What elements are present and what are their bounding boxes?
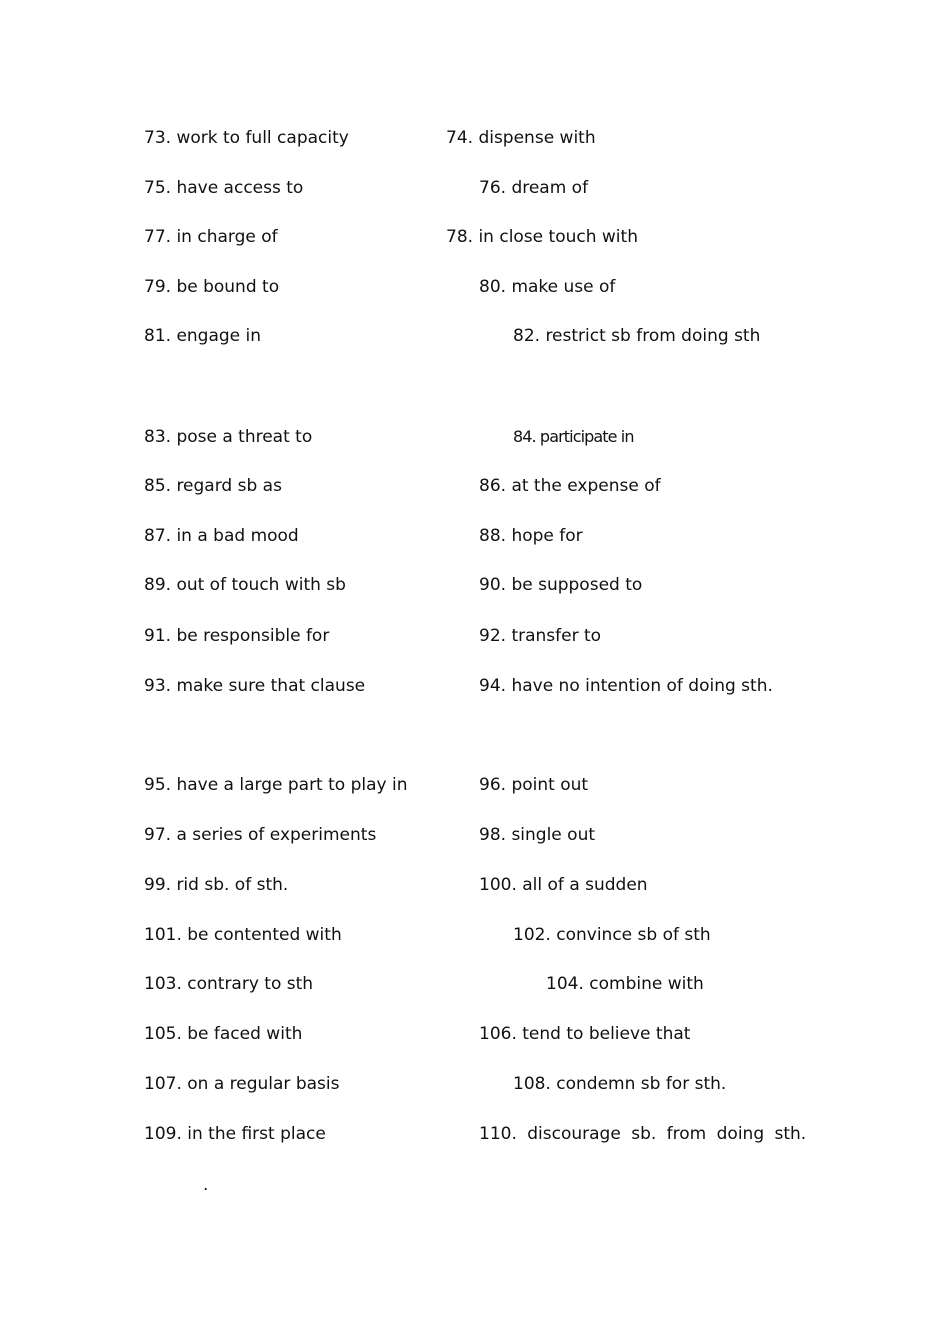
trailing-period: .: [203, 1175, 209, 1195]
phrase-88: 88. hope for: [479, 526, 583, 546]
phrase-100: 100. all of a sudden: [479, 875, 648, 895]
phrase-110: 110. discourage sb. from doing sth.: [479, 1124, 807, 1144]
phrase-77: 77. in charge of: [144, 227, 278, 247]
phrase-75: 75. have access to: [144, 178, 304, 198]
phrase-103: 103. contrary to sth: [144, 974, 314, 994]
phrase-81: 81. engage in: [144, 326, 262, 346]
phrase-80: 80. make use of: [479, 277, 616, 297]
phrase-105: 105. be faced with: [144, 1024, 303, 1044]
phrase-90: 90. be supposed to: [479, 575, 643, 595]
phrase-85: 85. regard sb as: [144, 476, 282, 496]
phrase-107: 107. on a regular basis: [144, 1074, 340, 1094]
phrase-106: 106. tend to believe that: [479, 1024, 691, 1044]
phrase-92: 92. transfer to: [479, 626, 602, 646]
phrase-98: 98. single out: [479, 825, 596, 845]
phrase-82: 82. restrict sb from doing sth: [513, 326, 761, 346]
phrase-87: 87. in a bad mood: [144, 526, 299, 546]
phrase-104: 104. combine with: [546, 974, 704, 994]
phrase-89: 89. out of touch with sb: [144, 575, 346, 595]
phrase-84: 84. participate in: [513, 427, 634, 446]
phrase-78: 78. in close touch with: [446, 227, 638, 247]
phrase-102: 102. convince sb of sth: [513, 925, 711, 945]
phrase-101: 101. be contented with: [144, 925, 342, 945]
phrase-97: 97. a series of experiments: [144, 825, 377, 845]
phrase-93: 93. make sure that clause: [144, 676, 366, 696]
phrase-109: 109. in the first place: [144, 1124, 326, 1144]
phrase-79: 79. be bound to: [144, 277, 280, 297]
phrase-95: 95. have a large part to play in: [144, 775, 408, 795]
phrase-94: 94. have no intention of doing sth.: [479, 676, 773, 696]
phrase-96: 96. point out: [479, 775, 589, 795]
phrase-86: 86. at the expense of: [479, 476, 661, 496]
phrase-108: 108. condemn sb for sth.: [513, 1074, 727, 1094]
phrase-83: 83. pose a threat to: [144, 427, 313, 447]
phrase-74: 74. dispense with: [446, 128, 596, 148]
phrase-73: 73. work to full capacity: [144, 128, 349, 148]
phrase-91: 91. be responsible for: [144, 626, 330, 646]
phrase-76: 76. dream of: [479, 178, 589, 198]
phrase-99: 99. rid sb. of sth.: [144, 875, 289, 895]
